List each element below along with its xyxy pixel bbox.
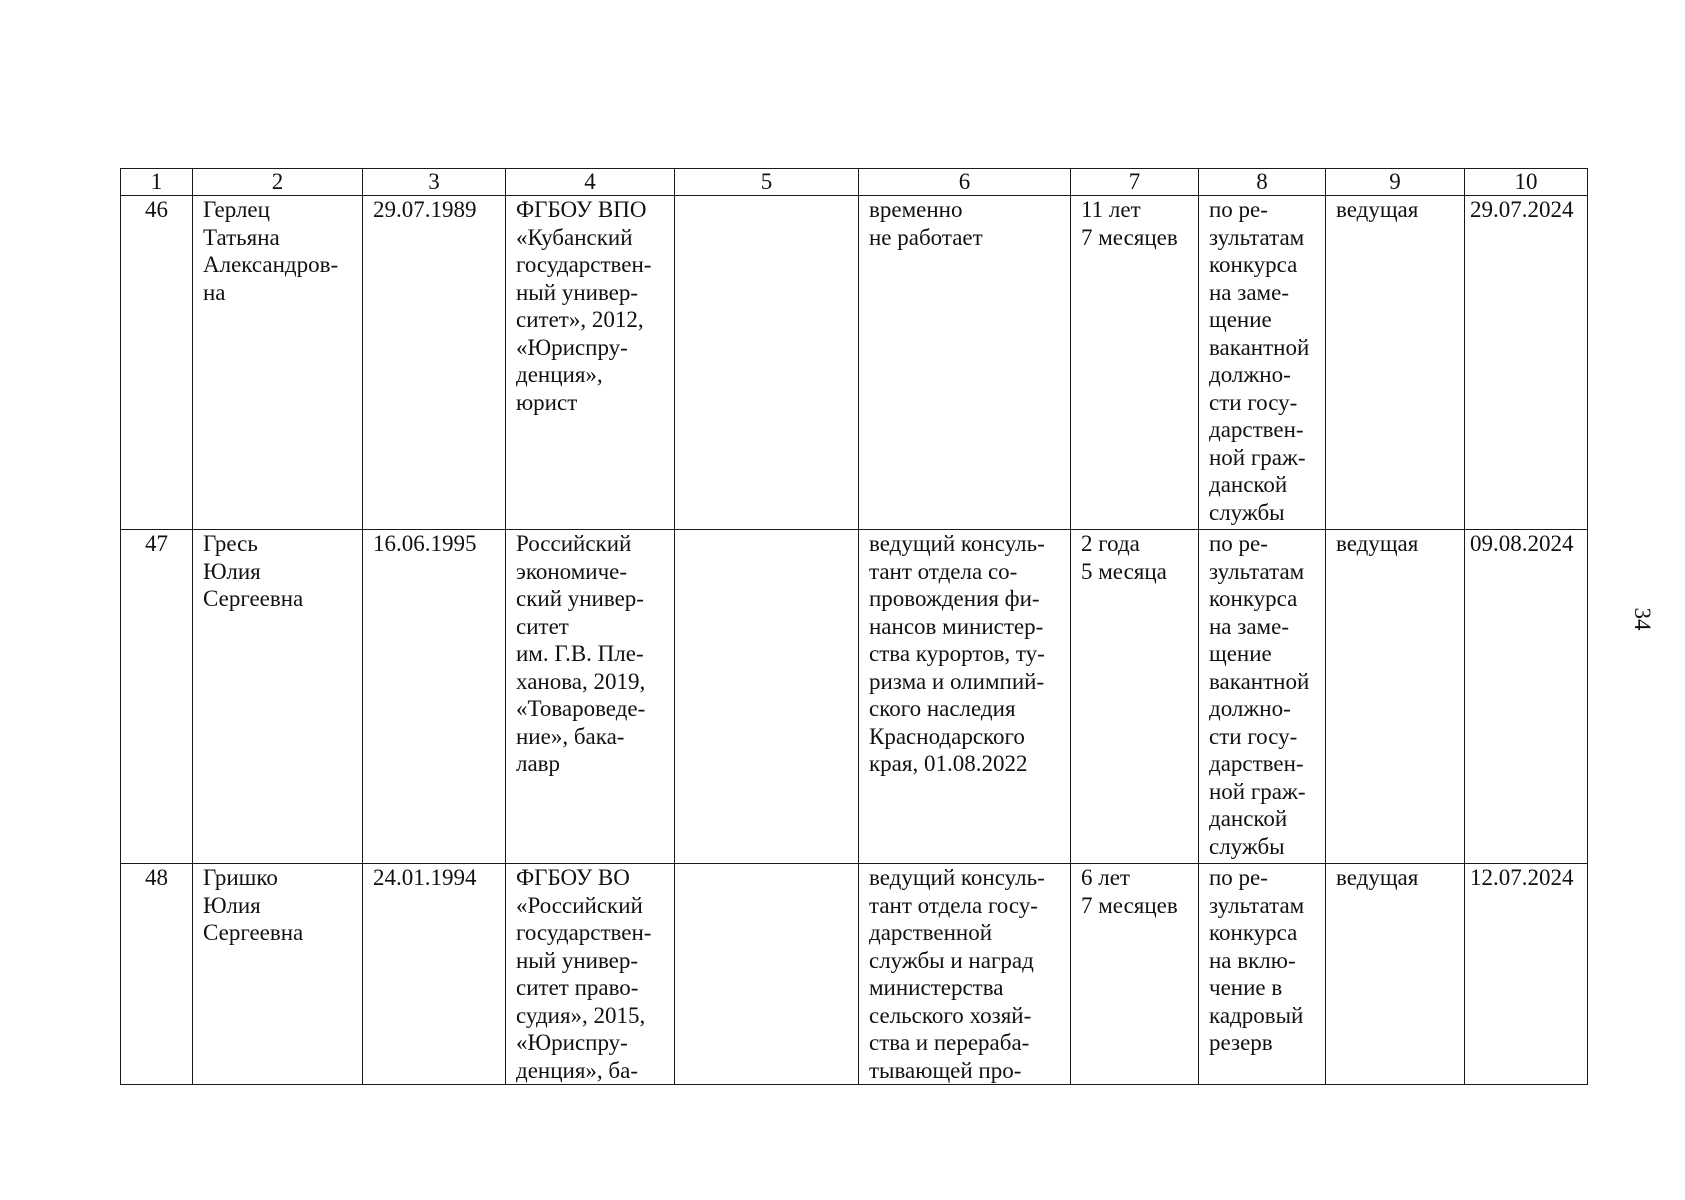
row-number: 47 bbox=[121, 530, 193, 864]
position-group-cell: ведущая bbox=[1326, 530, 1465, 864]
position-cell: ведущий консуль- тант отдела госу- дарственной службы и наград министерства сельского хозяй- ства и перераба- тывающей про- bbox=[859, 864, 1071, 1085]
register-table bbox=[120, 168, 1588, 1085]
header-cell: 9 bbox=[1326, 169, 1465, 196]
basis-cell: по ре- зультатам конкурса на заме- щение вакантной должно- сти госу- дарствен- ной граж- данской службы bbox=[1199, 530, 1326, 864]
row-number: 46 bbox=[121, 196, 193, 530]
birth-date-cell: 16.06.1995 bbox=[363, 530, 506, 864]
education-cell: Российский экономиче- ский универ- ситет им. Г.В. Пле- ханова, 2019, «Товароведе- ние», бака- лавр bbox=[506, 530, 675, 864]
experience-cell: 6 лет 7 месяцев bbox=[1071, 864, 1199, 1085]
full-name-cell: Герлец Татьяна Александров- на bbox=[193, 196, 363, 530]
header-row bbox=[121, 169, 1588, 196]
column-5-cell bbox=[675, 196, 859, 530]
header-cell: 10 bbox=[1465, 169, 1588, 196]
education-cell: ФГБОУ ВПО «Кубанский государствен- ный универ- ситет», 2012, «Юриспру- денция», юрист bbox=[506, 196, 675, 530]
header-cell: 3 bbox=[363, 169, 506, 196]
header-cell: 2 bbox=[193, 169, 363, 196]
table-row bbox=[121, 864, 1588, 1085]
experience-cell: 2 года 5 месяца bbox=[1071, 530, 1199, 864]
birth-date-cell: 24.01.1994 bbox=[363, 864, 506, 1085]
full-name-cell: Гресь Юлия Сергеевна bbox=[193, 530, 363, 864]
inclusion-date-cell: 29.07.2024 bbox=[1465, 196, 1588, 530]
row-number: 48 bbox=[121, 864, 193, 1085]
column-5-cell bbox=[675, 864, 859, 1085]
header-cell: 4 bbox=[506, 169, 675, 196]
position-cell: ведущий консуль- тант отдела со- провождения фи- нансов министер- ства курортов, ту- ризма и олимпий- ского наследия Краснодарского края, 01.08.2022 bbox=[859, 530, 1071, 864]
basis-cell: по ре- зультатам конкурса на вклю- чение в кадровый резерв bbox=[1199, 864, 1326, 1085]
header-cell: 5 bbox=[675, 169, 859, 196]
header-cell: 8 bbox=[1199, 169, 1326, 196]
header-cell: 6 bbox=[859, 169, 1071, 196]
table-row bbox=[121, 196, 1588, 530]
position-group-cell: ведущая bbox=[1326, 864, 1465, 1085]
education-cell: ФГБОУ ВО «Российский государствен- ный универ- ситет право- судия», 2015, «Юриспру- денция», ба- bbox=[506, 864, 675, 1085]
position-cell: временно не работает bbox=[859, 196, 1071, 530]
position-group-cell: ведущая bbox=[1326, 196, 1465, 530]
header-cell: 1 bbox=[121, 169, 193, 196]
column-5-cell bbox=[675, 530, 859, 864]
basis-cell: по ре- зультатам конкурса на заме- щение вакантной должно- сти госу- дарствен- ной граж- данской службы bbox=[1199, 196, 1326, 530]
experience-cell: 11 лет 7 месяцев bbox=[1071, 196, 1199, 530]
page-number: 34 bbox=[1630, 607, 1655, 631]
inclusion-date-cell: 12.07.2024 bbox=[1465, 864, 1588, 1085]
full-name-cell: Гришко Юлия Сергеевна bbox=[193, 864, 363, 1085]
inclusion-date-cell: 09.08.2024 bbox=[1465, 530, 1588, 864]
birth-date-cell: 29.07.1989 bbox=[363, 196, 506, 530]
table-row bbox=[121, 530, 1588, 864]
header-cell: 7 bbox=[1071, 169, 1199, 196]
